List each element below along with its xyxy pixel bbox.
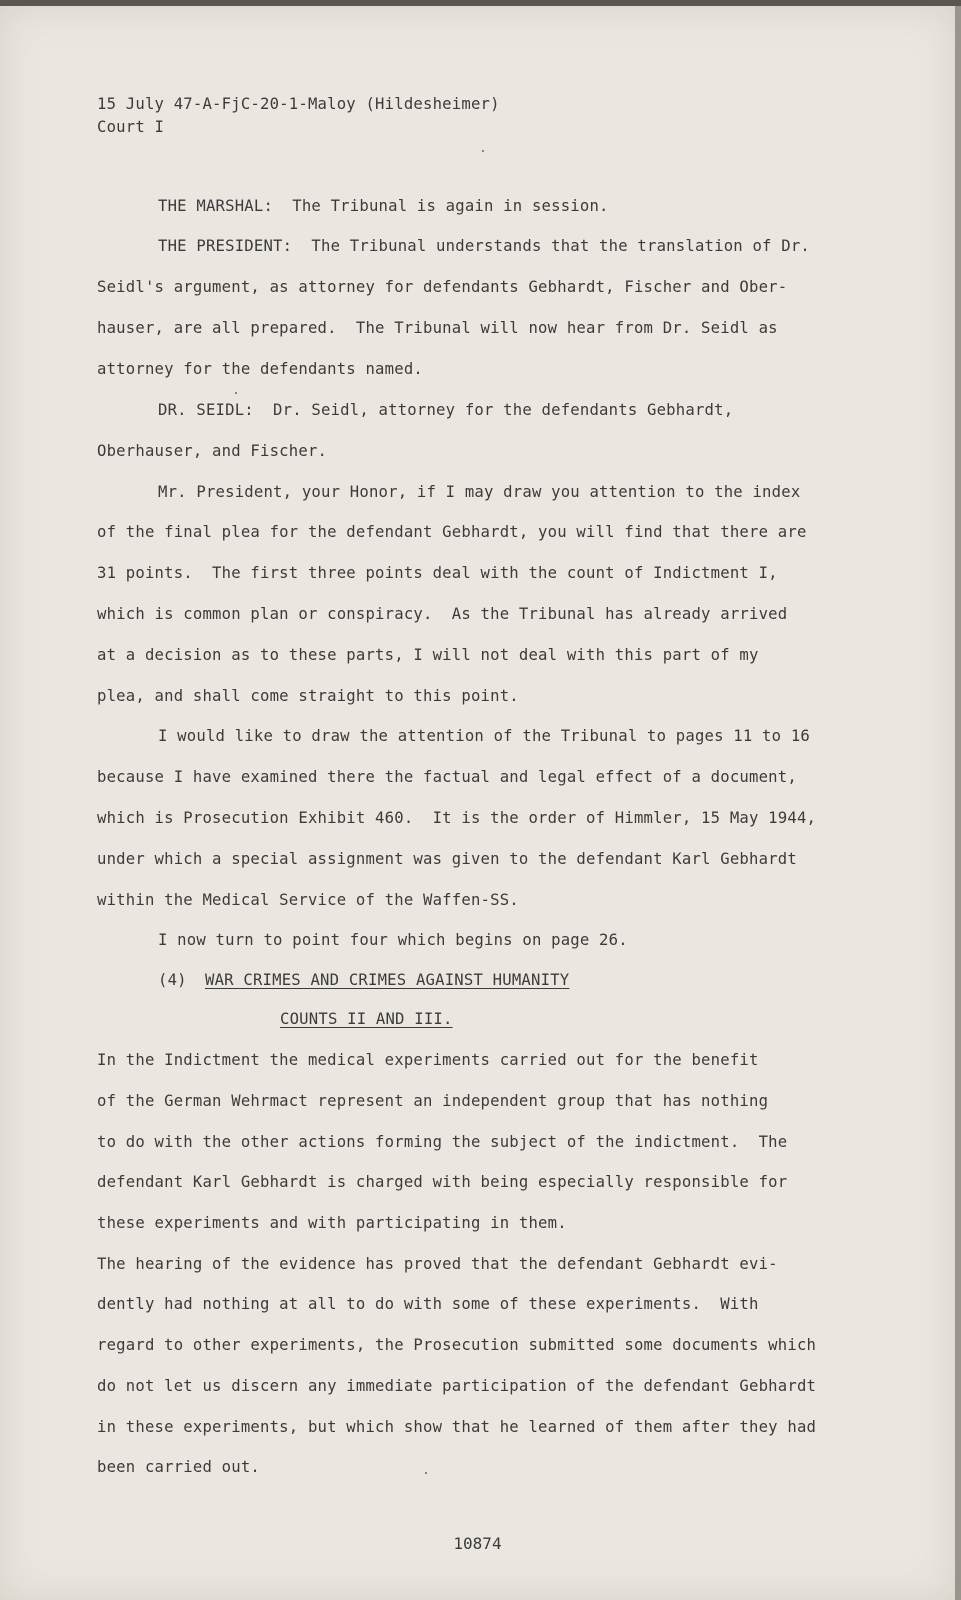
page-number: 10874 [453,1534,502,1553]
paragraph-line: do not let us discern any immediate participation of the defendant Gebhardt [97,1377,817,1395]
paragraph-line: which is Prosecution Exhibit 460. It is the order of Himmler, 15 May 1944, [97,809,817,827]
paragraph-line: because I have examined there the factual and legal effect of a document, [97,768,797,786]
page-edge [955,6,961,1600]
president-statement-line: attorney for the defendants named. [97,360,423,378]
paragraph-line: Mr. President, your Honor, if I may draw you attention to the index [158,483,801,501]
paragraph-line: regard to other experiments, the Prosecution submitted some documents which [97,1336,817,1354]
document-header-line-1: 15 July 47-A-FjC-20-1-Maloy (Hildesheimer) [97,95,500,113]
paragraph-line: The hearing of the evidence has proved that the defendant Gebhardt evi- [97,1255,778,1273]
president-statement-line: Seidl's argument, as attorney for defendants Gebhardt, Fischer and Ober- [97,278,788,296]
paragraph-line: under which a special assignment was given to the defendant Karl Gebhardt [97,850,797,868]
paragraph-line: which is common plan or conspiracy. As the Tribunal has already arrived [97,605,788,623]
paper-speck [235,392,237,394]
paragraph-line: dently had nothing at all to do with some of these experiments. With [97,1295,759,1313]
president-statement-line: hauser, are all prepared. The Tribunal will now hear from Dr. Seidl as [97,319,778,337]
paper-speck [425,1472,427,1474]
section-subheading: COUNTS II AND III. [280,1010,453,1028]
paragraph-line: of the final plea for the defendant Gebhardt, you will find that there are [97,523,807,541]
president-statement-line: THE PRESIDENT: The Tribunal understands that the translation of Dr. [158,237,810,255]
paragraph-line: I would like to draw the attention of the Tribunal to pages 11 to 16 [158,727,810,745]
paragraph-line: within the Medical Service of the Waffen-SS. [97,891,519,909]
document-header-line-2: Court I [97,118,165,136]
seidl-statement-line: Oberhauser, and Fischer. [97,442,328,460]
paragraph-line: been carried out. [97,1458,260,1476]
paragraph-line: 31 points. The first three points deal with the count of Indictment I, [97,564,778,582]
paragraph-line: at a decision as to these parts, I will not deal with this part of my [97,646,759,664]
paragraph-line: to do with the other actions forming the subject of the indictment. The [97,1133,788,1151]
paper-speck [482,150,484,152]
marshal-statement: THE MARSHAL: The Tribunal is again in session. [158,197,609,215]
paragraph-line: of the German Wehrmact represent an independent group that has nothing [97,1092,769,1110]
paragraph-line: defendant Karl Gebhardt is charged with being especially responsible for [97,1173,788,1191]
paragraph-line: I now turn to point four which begins on page 26. [158,931,628,949]
section-heading: WAR CRIMES AND CRIMES AGAINST HUMANITY [205,971,570,989]
section-number: (4) [158,971,187,989]
paragraph-line: plea, and shall come straight to this point. [97,687,519,705]
paragraph-line: in these experiments, but which show that he learned of them after they had [97,1418,817,1436]
paragraph-line: In the Indictment the medical experiments carried out for the benefit [97,1051,759,1069]
seidl-statement-line: DR. SEIDL: Dr. Seidl, attorney for the defendants Gebhardt, [158,401,734,419]
paragraph-line: these experiments and with participating in them. [97,1214,567,1232]
